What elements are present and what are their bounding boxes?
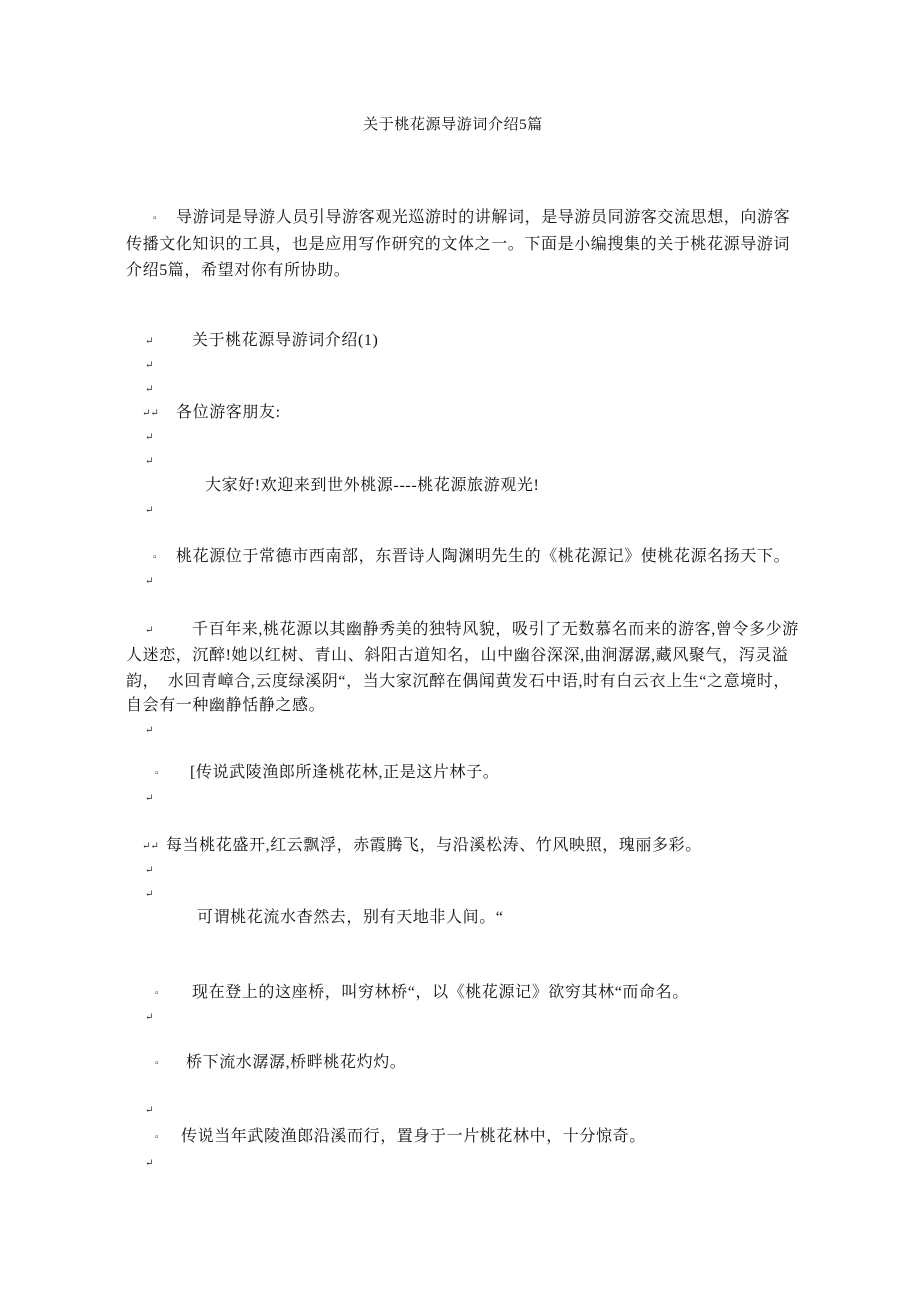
bullet-mark: ▫	[155, 988, 159, 999]
paragraph-text: 现在登上的这座桥，叫穷林桥“，以《桃花源记》欲穷其林“而命名。	[192, 984, 689, 1001]
paragraph-line: 人迷恋，沉醉!她以红树、青山、斜阳古道知名，山中幽谷深深,曲涧潺潺,藏风聚气，泻灵溢	[126, 647, 789, 664]
bullet-mark: ▫	[153, 213, 157, 224]
paragraph-text: 桃花源位于常德市西南部，东晋诗人陶渊明先生的《桃花源记》使桃花源名扬天下。	[176, 548, 791, 565]
paragraph-mark: ↵	[145, 1158, 154, 1169]
greeting: 各位游客朋友:	[176, 404, 281, 421]
paragraph-mark: ↵	[145, 1105, 154, 1116]
paragraph-mark: ↵	[145, 1012, 154, 1023]
paragraph-line: 韵， 水回青嶂合,云度绿溪阴“，当大家沉醉在偶闻黄发石中语,时有白云衣上生“之意境时，	[126, 673, 791, 690]
paragraph-mark: ↵	[145, 889, 154, 900]
welcome-text: 大家好!欢迎来到世外桃源----桃花源旅游观光!	[205, 477, 540, 494]
bullet-mark: ▫	[153, 552, 157, 563]
paragraph-mark: ↵	[145, 625, 154, 636]
paragraph-mark: ↵↵	[142, 841, 159, 852]
paragraph-mark: ↵↵	[142, 408, 159, 419]
paragraph-mark: ↵	[145, 576, 154, 587]
bullet-mark: ▫	[155, 1132, 159, 1143]
paragraph-mark: ↵	[145, 384, 154, 395]
bullet-mark: ▫	[155, 1058, 159, 1069]
intro-line: 介绍5篇，希望对你有所协助。	[126, 262, 351, 279]
document-title: 关于桃花源导游词介绍5篇	[363, 117, 543, 133]
paragraph-text: [传说武陵渔郎所逢桃花林,正是这片林子。	[190, 764, 500, 781]
paragraph-text: 传说当年武陵渔郎沿溪而行，置身于一片桃花林中，十分惊奇。	[181, 1128, 646, 1145]
paragraph-text: 可谓桃花流水杳然去，别有天地非人间。“	[197, 909, 504, 926]
paragraph-text: 每当桃花盛开,红云飘浮，赤霞腾飞，与沿溪松涛、竹风映照，瑰丽多彩。	[166, 837, 702, 854]
paragraph-mark: ↵	[145, 336, 154, 347]
paragraph-mark: ↵	[145, 456, 154, 467]
bullet-mark: ▫	[155, 768, 159, 779]
paragraph-line: 自会有一种幽静恬静之感。	[126, 697, 326, 714]
paragraph-line: 千百年来,桃花源以其幽静秀美的独特风貌，吸引了无数慕名而来的游客,曾令多少游	[192, 621, 799, 638]
paragraph-mark: ↵	[145, 793, 154, 804]
paragraph-mark: ↵	[145, 865, 154, 876]
paragraph-mark: ↵	[145, 725, 154, 736]
section-heading: 关于桃花源导游词介绍(1)	[192, 332, 379, 349]
paragraph-text: 桥下流水潺潺,桥畔桃花灼灼。	[186, 1054, 407, 1071]
intro-line: 传播文化知识的工具，也是应用写作研究的文体之一。下面是小编搜集的关于桃花源导游词	[126, 236, 791, 253]
intro-line: 导游词是导游人员引导游客观光巡游时的讲解词，是导游员同游客交流思想，向游客	[176, 209, 791, 226]
paragraph-mark: ↵	[145, 432, 154, 443]
paragraph-mark: ↵	[145, 505, 154, 516]
paragraph-mark: ↵	[145, 360, 154, 371]
